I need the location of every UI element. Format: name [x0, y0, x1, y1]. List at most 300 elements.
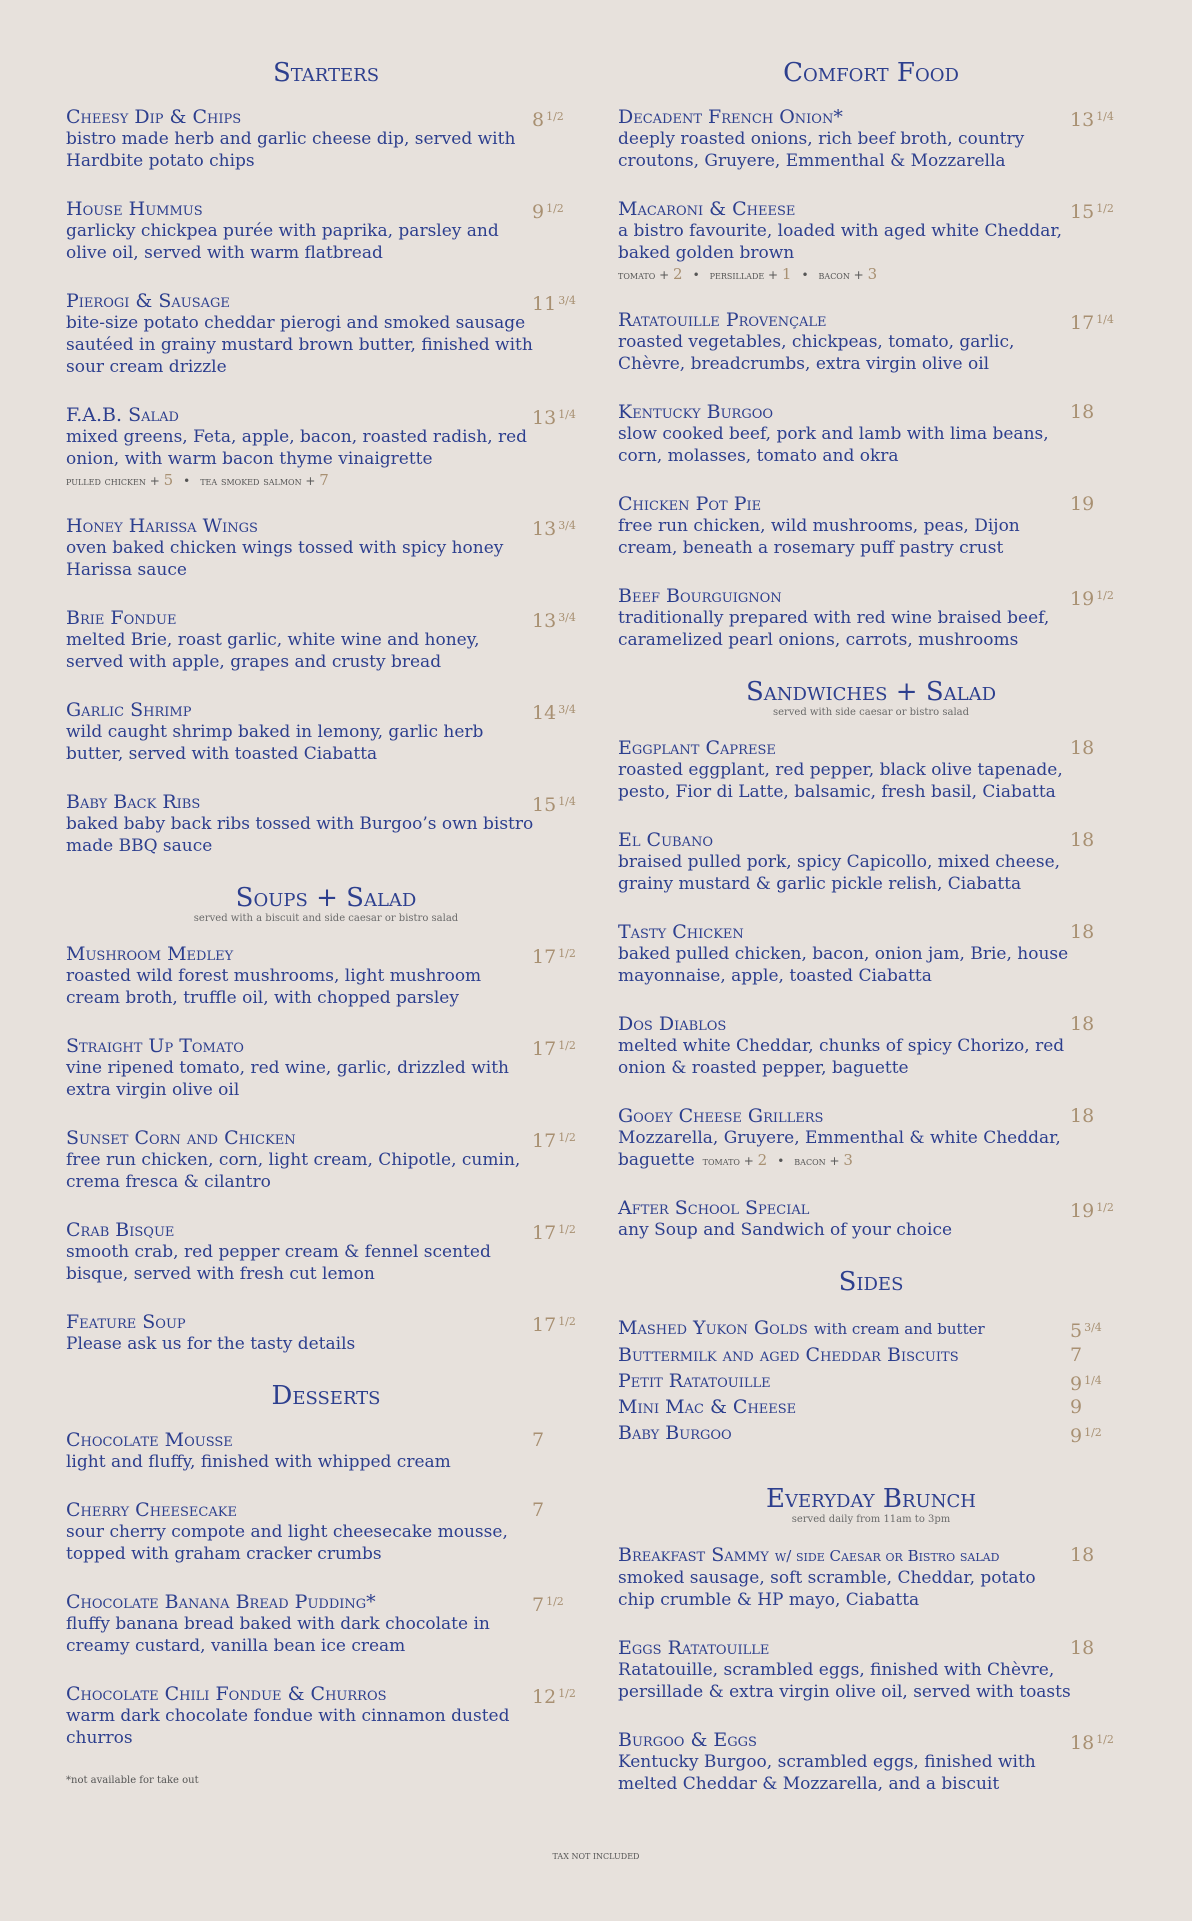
- price-whole: 8: [532, 109, 545, 131]
- menu-item: [66, 607, 586, 673]
- item-description-text: Mozzarella, Gruyere, Emmenthal & white Cheddar, baguette: [618, 1128, 1061, 1170]
- menu-item: [66, 1127, 586, 1193]
- price-fraction: 1/2: [1096, 202, 1114, 215]
- item-description-text: deeply roasted onions, rich beef broth, country croutons, Gruyere, Emmenthal & Mozzarella: [618, 129, 1025, 171]
- separator-dot: •: [777, 1154, 785, 1168]
- item-name: [66, 1429, 586, 1451]
- item-price: [1070, 106, 1124, 131]
- item-name: [66, 106, 586, 128]
- item-description-text: a bistro favourite, loaded with aged white Cheddar, baked golden brown: [618, 221, 1063, 263]
- item-name-text: Eggplant Caprese: [618, 737, 776, 759]
- menu-item: [618, 1197, 1124, 1241]
- separator-dot: •: [692, 268, 700, 282]
- item-price: [532, 1499, 586, 1521]
- item-price: [532, 515, 586, 540]
- menu-item: [618, 198, 1124, 283]
- item-name: [618, 401, 1124, 423]
- item-description-text: light and fluffy, finished with whipped cream: [66, 1452, 451, 1472]
- item-description-text: vine ripened tomato, red wine, garlic, drizzled with extra virgin olive oil: [66, 1058, 509, 1100]
- section-subtitle: served with side caesar or bistro salad: [772, 707, 970, 718]
- item-name: [66, 1311, 586, 1333]
- side-item: [618, 1420, 1124, 1446]
- item-name-text: Crab Bisque: [66, 1219, 175, 1241]
- item-description: [618, 851, 1124, 895]
- item-description: [66, 1057, 586, 1101]
- item-name: [618, 1197, 1124, 1219]
- item-description: [66, 721, 586, 765]
- item-name-text: Chocolate Banana Bread Pudding*: [66, 1591, 376, 1613]
- item-name-text: Chocolate Chili Fondue & Churros: [66, 1683, 387, 1705]
- price-whole: 13: [532, 610, 557, 632]
- item-name: [66, 791, 586, 813]
- item-description-text: garlicky chickpea purée with paprika, parsley and olive oil, served with warm flatbread: [66, 221, 499, 263]
- item-description: [66, 1451, 586, 1473]
- menu-section-desserts: [66, 1381, 586, 1749]
- item-name: [66, 404, 586, 426]
- item-description: [618, 220, 1124, 264]
- item-price: [1070, 1344, 1124, 1366]
- item-price: [532, 791, 586, 816]
- menu-section-sandwiches-salad: [618, 677, 1124, 1241]
- item-price: [532, 1429, 586, 1451]
- item-price: [1070, 1105, 1124, 1127]
- price-whole: 17: [532, 1038, 557, 1060]
- item-description: [66, 1333, 586, 1355]
- price-fraction: 1/2: [546, 202, 564, 215]
- item-description-text: sour cherry compote and light cheesecake mousse, topped with graham cracker crumbs: [66, 1522, 508, 1564]
- item-description-text: smoked sausage, soft scramble, Cheddar, potato chip crumble & HP mayo, Ciabatta: [618, 1568, 1036, 1610]
- addon-label: persillade +: [709, 268, 779, 282]
- price-fraction: 1/2: [546, 1595, 564, 1608]
- item-price: [1070, 1637, 1124, 1659]
- item-description-text: traditionally prepared with red wine braised beef, caramelized pearl onions, carrots, mushrooms: [618, 608, 1050, 650]
- item-name: [618, 1637, 1124, 1659]
- item-name-text: Eggs Ratatouille: [618, 1637, 770, 1659]
- section-title: Sides: [838, 1267, 904, 1297]
- price-whole: 7: [532, 1429, 545, 1451]
- item-description-text: oven baked chicken wings tossed with spicy honey Harissa sauce: [66, 538, 504, 580]
- item-name: [66, 943, 586, 965]
- tax-note: TAX NOT INCLUDED: [552, 1852, 640, 1861]
- item-description-text: baked pulled chicken, bacon, onion jam, Brie, house mayonnaise, apple, toasted Ciabatta: [618, 944, 1069, 986]
- item-description-text: warm dark chocolate fondue with cinnamon dusted churros: [66, 1706, 510, 1748]
- price-whole: 18: [1070, 737, 1095, 759]
- item-description: [66, 1613, 586, 1657]
- addon-label: bacon +: [818, 268, 864, 282]
- side-item: [618, 1342, 1124, 1368]
- menu-item: [66, 1499, 586, 1565]
- item-description: [66, 537, 586, 581]
- addon-label: pulled chicken +: [66, 474, 160, 488]
- price-whole: 7: [532, 1499, 545, 1521]
- item-description-text: Please ask us for the tasty details: [66, 1334, 356, 1354]
- item-name: [66, 1499, 586, 1521]
- price-whole: 13: [532, 518, 557, 540]
- price-fraction: 1/2: [558, 1223, 576, 1236]
- section-subtitle: served daily from 11am to 3pm: [791, 1514, 951, 1525]
- item-price: [1070, 493, 1124, 515]
- item-description: [66, 629, 586, 673]
- item-description-text: free run chicken, wild mushrooms, peas, Dijon cream, beneath a rosemary puff pastry crust: [618, 516, 1020, 558]
- item-name-text: Cherry Cheesecake: [66, 1499, 237, 1521]
- item-price: [1070, 1317, 1124, 1342]
- price-whole: 18: [1070, 1105, 1095, 1127]
- item-description: [618, 1659, 1124, 1703]
- item-description-text: roasted eggplant, red pepper, black olive tapenade, pesto, Fior di Latte, balsamic, fresh basil, Ciabatta: [618, 760, 1063, 802]
- item-name: [618, 198, 1124, 220]
- price-fraction: 3/4: [558, 611, 576, 624]
- item-name: [66, 1683, 586, 1705]
- item-name: [618, 829, 1124, 851]
- price-whole: 18: [1070, 1013, 1095, 1035]
- item-name-text: Ratatouille Provençale: [618, 309, 827, 331]
- menu-section-starters: [66, 58, 586, 857]
- item-name: [618, 585, 1124, 607]
- section-title: Sandwiches + Salad: [745, 677, 997, 707]
- item-name: [618, 493, 1124, 515]
- addon-price: 7: [319, 471, 329, 489]
- item-description-text: fluffy banana bread baked with dark chocolate in creamy custard, vanilla bean ice cream: [66, 1614, 490, 1656]
- price-fraction: 1/2: [558, 1315, 576, 1328]
- price-whole: 18: [1070, 921, 1095, 943]
- item-description: [66, 813, 586, 857]
- price-whole: 19: [1070, 1200, 1095, 1222]
- item-price: [1070, 1729, 1124, 1754]
- item-name-text: House Hummus: [66, 198, 203, 220]
- item-name: [66, 290, 586, 312]
- item-name-text: Chocolate Mousse: [66, 1429, 233, 1451]
- item-price: [532, 106, 586, 131]
- price-fraction: 3/4: [558, 703, 576, 716]
- addons-list: [618, 266, 1124, 283]
- item-price: [1070, 1422, 1124, 1447]
- addon-price: 2: [757, 1151, 768, 1169]
- item-description: [618, 515, 1124, 559]
- item-name-text: Feature Soup: [66, 1311, 186, 1333]
- price-whole: 13: [1070, 109, 1095, 131]
- item-description: [618, 1751, 1124, 1795]
- price-whole: 18: [1070, 829, 1095, 851]
- item-name: [618, 106, 1124, 128]
- item-name: [618, 1729, 1124, 1751]
- price-whole: 19: [1070, 493, 1095, 515]
- item-description: [618, 943, 1124, 987]
- menu-item: [618, 401, 1124, 467]
- item-price: [1070, 309, 1124, 334]
- item-description: [66, 1149, 586, 1193]
- section-title: Everyday Brunch: [766, 1484, 976, 1514]
- menu-item: [618, 493, 1124, 559]
- price-fraction: 1/2: [558, 1131, 576, 1144]
- item-price: [532, 607, 586, 632]
- price-whole: 17: [532, 1314, 557, 1336]
- price-whole: 11: [532, 293, 557, 315]
- price-fraction: 1/2: [558, 1039, 576, 1052]
- price-whole: 18: [1070, 401, 1095, 423]
- item-name-text: Mushroom Medley: [66, 943, 234, 965]
- price-whole: 5: [1070, 1320, 1083, 1342]
- item-name: [618, 1013, 1124, 1035]
- item-name-text: Garlic Shrimp: [66, 699, 192, 721]
- item-description: [66, 1241, 586, 1285]
- item-description: [66, 426, 586, 470]
- item-name: [618, 737, 1124, 759]
- price-fraction: 3/4: [1084, 1321, 1102, 1334]
- addon-price: 3: [843, 1151, 853, 1169]
- menu-item: [66, 699, 586, 765]
- item-price: [532, 1311, 586, 1336]
- item-price: [532, 1591, 586, 1616]
- item-name-text: Brie Fondue: [66, 607, 177, 629]
- menu-item: [66, 1683, 586, 1749]
- addon-price: 1: [781, 265, 792, 283]
- item-name: [66, 699, 586, 721]
- item-description: [618, 331, 1124, 375]
- item-name-text: Macaroni & Cheese: [618, 198, 796, 220]
- menu-item: [66, 1035, 586, 1101]
- item-description-text: roasted wild forest mushrooms, light mushroom cream broth, truffle oil, with chopped parsley: [66, 966, 482, 1008]
- menu-item: [618, 1729, 1124, 1795]
- item-price: [1070, 198, 1124, 223]
- price-whole: 18: [1070, 1732, 1095, 1754]
- price-fraction: 1/2: [546, 110, 564, 123]
- item-description: [66, 1521, 586, 1565]
- menu-item: [66, 404, 586, 489]
- addons-list: [66, 472, 586, 489]
- item-description-text: Ratatouille, scrambled eggs, finished with Chèvre, persillade & extra virgin olive oil, served with toasts: [618, 1660, 1071, 1702]
- menu-item: [618, 921, 1124, 987]
- price-whole: 9: [532, 201, 545, 223]
- menu-item: [618, 106, 1124, 172]
- addon-price: 2: [673, 265, 683, 283]
- section-title: Starters: [272, 58, 380, 88]
- item-price: [1070, 1544, 1124, 1566]
- price-fraction: 1/4: [1096, 313, 1114, 326]
- price-whole: 17: [532, 946, 557, 968]
- addons-list: [702, 1151, 853, 1169]
- item-name-text: Dos Diablos: [618, 1013, 727, 1035]
- item-description-text: bite-size potato cheddar pierogi and smoked sausage sautéed in grainy mustard brown butter, finished with sour cream drizzle: [66, 313, 533, 377]
- item-price: [532, 198, 586, 223]
- menu-item: [66, 198, 586, 264]
- item-name-text: Chicken Pot Pie: [618, 493, 762, 515]
- item-name-text: Gooey Cheese Grillers: [618, 1105, 824, 1127]
- price-whole: 15: [1070, 201, 1095, 223]
- menu-section-soups-salad: [66, 883, 586, 1355]
- item-description: [618, 1035, 1124, 1079]
- item-description-text: free run chicken, corn, light cream, Chipotle, cumin, crema fresca & cilantro: [66, 1150, 521, 1192]
- price-whole: 7: [532, 1594, 545, 1616]
- item-name-text: Beef Bourguignon: [618, 585, 782, 607]
- item-price: [532, 404, 586, 429]
- item-name: [618, 309, 1124, 331]
- item-name: [618, 1105, 1124, 1127]
- item-description-text: Kentucky Burgoo, scrambled eggs, finished with melted Cheddar & Mozzarella, and a biscuit: [618, 1752, 1036, 1794]
- item-price: [1070, 921, 1124, 943]
- item-name: [66, 515, 586, 537]
- item-name: [66, 1591, 586, 1613]
- item-price: [532, 1127, 586, 1152]
- item-name: [66, 198, 586, 220]
- menu-item: [618, 1013, 1124, 1079]
- item-name-text: Breakfast Sammy: [618, 1544, 769, 1566]
- item-price: [532, 1219, 586, 1244]
- item-price: [532, 943, 586, 968]
- item-price: [1070, 737, 1124, 759]
- addon-price: 3: [867, 265, 878, 283]
- price-whole: 15: [532, 794, 557, 816]
- item-description: [618, 1127, 1124, 1171]
- menu-item: [618, 1105, 1124, 1171]
- price-whole: 9: [1070, 1425, 1083, 1447]
- menu-item: [618, 585, 1124, 651]
- menu-item: [618, 1637, 1124, 1703]
- section-title: Desserts: [271, 1381, 381, 1411]
- item-description: [618, 607, 1124, 651]
- item-description-text: wild caught shrimp baked in lemony, garlic herb butter, served with toasted Ciabatta: [66, 722, 484, 764]
- price-whole: 18: [1070, 1544, 1095, 1566]
- price-fraction: 3/4: [558, 294, 576, 307]
- item-name: [618, 921, 1124, 943]
- price-whole: 9: [1070, 1373, 1083, 1395]
- addon-label: bacon +: [794, 1154, 840, 1168]
- item-description-text: bistro made herb and garlic cheese dip, served with Hardbite potato chips: [66, 129, 516, 171]
- side-item: [618, 1315, 1124, 1342]
- item-price: [532, 290, 586, 315]
- item-description-text: baked baby back ribs tossed with Burgoo’s own bistro made BBQ sauce: [66, 814, 534, 856]
- item-name: [618, 1544, 1124, 1567]
- item-note: w/ side Caesar or Bistro salad: [774, 1547, 1000, 1565]
- right-column: [618, 58, 1124, 1821]
- price-whole: 9: [1070, 1396, 1083, 1418]
- inline-addons: [702, 1151, 853, 1169]
- price-fraction: 1/2: [1096, 1201, 1114, 1214]
- price-fraction: 1/2: [1096, 589, 1114, 602]
- menu-item: [66, 791, 586, 857]
- item-price: [1070, 1197, 1124, 1222]
- item-price: [532, 1683, 586, 1708]
- price-whole: 7: [1070, 1344, 1083, 1366]
- item-description-text: any Soup and Sandwich of your choice: [618, 1220, 953, 1240]
- item-name-text: F.A.B. Salad: [66, 404, 179, 426]
- item-price: [1070, 1013, 1124, 1035]
- item-name-text: Cheesy Dip & Chips: [66, 106, 242, 128]
- item-price: [1070, 1370, 1124, 1395]
- menu-item: [66, 515, 586, 581]
- item-name-text: Straight Up Tomato: [66, 1035, 244, 1057]
- section-subtitle: served with a biscuit and side caesar or bistro salad: [193, 913, 459, 924]
- price-whole: 14: [532, 702, 557, 724]
- item-description: [66, 220, 586, 264]
- item-price: [1070, 401, 1124, 423]
- menu-item: [618, 309, 1124, 375]
- menu-item: [66, 1219, 586, 1285]
- menu-section-everyday-brunch: [618, 1484, 1124, 1795]
- separator-dot: •: [183, 474, 191, 488]
- item-description: [618, 1219, 1124, 1241]
- item-description: [66, 128, 586, 172]
- price-fraction: 1/4: [558, 795, 576, 808]
- section-title: Comfort Food: [783, 58, 959, 88]
- item-name-text: Kentucky Burgoo: [618, 401, 774, 423]
- side-name: Petit Ratatouille: [618, 1370, 771, 1392]
- side-name: Mini Mac & Cheese: [618, 1396, 797, 1418]
- price-whole: 19: [1070, 588, 1095, 610]
- side-name: Baby Burgoo: [618, 1422, 732, 1444]
- item-name-text: Burgoo & Eggs: [618, 1729, 757, 1751]
- item-name-text: Honey Harissa Wings: [66, 515, 258, 537]
- price-fraction: 1/2: [558, 947, 576, 960]
- addon-label: tomato +: [702, 1154, 754, 1168]
- side-name: Mashed Yukon Golds: [618, 1317, 808, 1339]
- footnote: *not available for take out: [66, 1775, 199, 1786]
- item-description-text: smooth crab, red pepper cream & fennel scented bisque, served with fresh cut lemon: [66, 1242, 491, 1284]
- addon-price: 5: [163, 471, 174, 489]
- item-name-text: Sunset Corn and Chicken: [66, 1127, 296, 1149]
- price-fraction: 1/4: [1084, 1374, 1102, 1387]
- item-description-text: braised pulled pork, spicy Capicollo, mixed cheese, grainy mustard & garlic pickle relish, Ciabatta: [618, 852, 1061, 894]
- item-description: [66, 965, 586, 1009]
- menu-item: [66, 1591, 586, 1657]
- side-name: Buttermilk and aged Cheddar Biscuits: [618, 1344, 959, 1366]
- item-description-text: roasted vegetables, chickpeas, tomato, garlic, Chèvre, breadcrumbs, extra virgin olive oil: [618, 332, 1015, 374]
- item-price: [1070, 829, 1124, 851]
- item-description: [618, 1567, 1124, 1611]
- item-price: [532, 699, 586, 724]
- item-price: [532, 1035, 586, 1060]
- price-fraction: 3/4: [558, 519, 576, 532]
- item-description-text: melted white Cheddar, chunks of spicy Chorizo, red onion & roasted pepper, baguette: [618, 1036, 1065, 1078]
- price-fraction: 1/4: [558, 408, 576, 421]
- item-description: [618, 423, 1124, 467]
- side-item: [618, 1368, 1124, 1394]
- item-description: [618, 128, 1124, 172]
- item-name-text: After School Special: [618, 1197, 810, 1219]
- price-whole: 17: [1070, 312, 1095, 334]
- addon-label: tea smoked salmon +: [200, 474, 316, 488]
- item-name-text: Tasty Chicken: [618, 921, 744, 943]
- price-whole: 13: [532, 407, 557, 429]
- item-price: [1070, 1396, 1124, 1418]
- menu-item: [618, 1544, 1124, 1611]
- item-name-text: Baby Back Ribs: [66, 791, 201, 813]
- left-column: [66, 58, 586, 1786]
- item-name: [66, 1127, 586, 1149]
- price-whole: 12: [532, 1686, 557, 1708]
- item-name: [66, 1035, 586, 1057]
- item-description-text: mixed greens, Feta, apple, bacon, roasted radish, red onion, with warm bacon thyme vinaigrette: [66, 427, 528, 469]
- item-name: [66, 1219, 586, 1241]
- price-fraction: 1/2: [558, 1687, 576, 1700]
- side-item: [618, 1394, 1124, 1420]
- section-title: Soups + Salad: [235, 883, 417, 913]
- price-whole: 18: [1070, 1637, 1095, 1659]
- item-name: [66, 607, 586, 629]
- item-description: [66, 312, 586, 378]
- item-price: [1070, 585, 1124, 610]
- addon-label: tomato +: [618, 268, 670, 282]
- menu-item: [66, 106, 586, 172]
- item-description-text: melted Brie, roast garlic, white wine and honey, served with apple, grapes and crusty bread: [66, 630, 480, 672]
- price-fraction: 1/4: [1096, 110, 1114, 123]
- menu-item: [66, 943, 586, 1009]
- item-name-text: Pierogi & Sausage: [66, 290, 230, 312]
- menu-item: [66, 1429, 586, 1473]
- item-description: [66, 1705, 586, 1749]
- price-whole: 17: [532, 1222, 557, 1244]
- menu-item: [618, 737, 1124, 803]
- menu-item: [66, 1311, 586, 1355]
